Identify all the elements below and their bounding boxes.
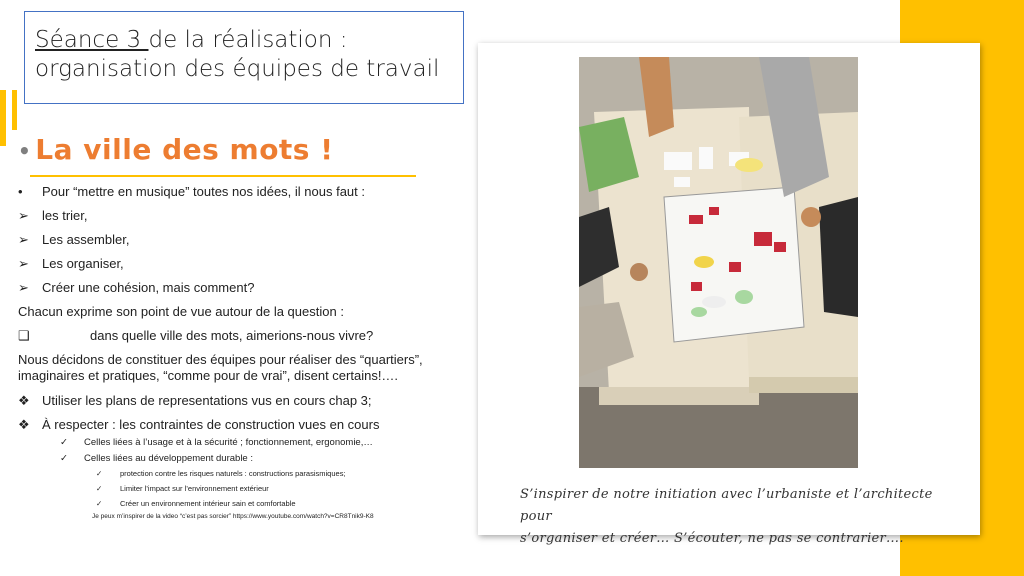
bullet-icon: • bbox=[18, 184, 23, 199]
classroom-photo bbox=[579, 57, 858, 468]
list-item: ➢ Les organiser, bbox=[18, 256, 124, 271]
list-item: ➢ Les assembler, bbox=[18, 232, 130, 247]
slide-content bbox=[18, 184, 478, 524]
paragraph: Nous décidons de constituer des équipes pour réaliser des “quartiers”, imaginaires et pratiques, “comme pour de vrai”, disent certains!…. bbox=[18, 352, 423, 383]
list-item: ✓ Celles liées au développement durable : bbox=[60, 453, 253, 464]
list-item: ✓ Créer un environnement intérieur sain et comfortable bbox=[96, 499, 296, 508]
title-underlined-part: Séance 3 bbox=[35, 27, 149, 53]
list-item: ❖ Utiliser les plans de representations vus en cours chap 3; bbox=[18, 393, 372, 408]
arrow-bullet-icon: ➢ bbox=[18, 232, 29, 247]
list-item: ➢ Créer une cohésion, mais comment? bbox=[18, 280, 255, 295]
slide-title-box bbox=[24, 11, 464, 104]
check-bullet-icon: ✓ bbox=[96, 484, 103, 493]
title-line-1 bbox=[35, 26, 453, 55]
bullet-icon: • bbox=[18, 139, 32, 163]
list-item: ➢ les trier, bbox=[18, 208, 88, 223]
list-item: ✓ Limiter l’impact sur l’environnement extérieur bbox=[96, 484, 269, 493]
list-item: ✓ protection contre les risques naturels : constructions parasismiques; bbox=[96, 469, 346, 478]
checkbox-bullet-icon: ❑ bbox=[18, 328, 30, 343]
photo-caption bbox=[520, 484, 960, 550]
subtitle-text: La ville des mots ! bbox=[35, 133, 334, 166]
decorative-accent-bar bbox=[0, 90, 6, 146]
diamond-bullet-icon: ❖ bbox=[18, 393, 30, 408]
paragraph: Chacun exprime son point de vue autour de la question : bbox=[18, 304, 344, 319]
caption-line-2: s’organiser et créer… S’écouter, ne pas se contrarier…. bbox=[520, 531, 904, 546]
title-rest: de la réalisation : bbox=[148, 27, 348, 53]
check-bullet-icon: ✓ bbox=[96, 469, 103, 478]
decorative-accent-bar-small bbox=[12, 90, 17, 130]
check-bullet-icon: ✓ bbox=[60, 453, 68, 464]
check-bullet-icon: ✓ bbox=[60, 437, 68, 448]
video-reference: Je peux m’inspirer de la video “c’est pas sorcier” https://www.youtube.com/watch?v=CR8Tnik9-K8 bbox=[92, 513, 374, 520]
list-item: ✓ Celles liées à l’usage et à la sécurité ; fonctionnement, ergonomie,… bbox=[60, 437, 373, 448]
classroom-photo-illustration bbox=[579, 57, 858, 468]
arrow-bullet-icon: ➢ bbox=[18, 280, 29, 295]
arrow-bullet-icon: ➢ bbox=[18, 208, 29, 223]
subtitle-underline bbox=[30, 175, 416, 177]
list-item: ❑ dans quelle ville des mots, aimerions-nous vivre? bbox=[18, 328, 374, 343]
arrow-bullet-icon: ➢ bbox=[18, 256, 29, 271]
check-bullet-icon: ✓ bbox=[96, 499, 103, 508]
title-line-2: organisation des équipes de travail bbox=[35, 56, 440, 82]
slide-subtitle bbox=[18, 133, 334, 166]
list-item: ❖ À respecter : les contraintes de construction vues en cours bbox=[18, 417, 380, 432]
list-item: • Pour “mettre en musique” toutes nos idées, il nous faut : bbox=[18, 184, 366, 199]
caption-line-1: S’inspirer de notre initiation avec l’urbaniste et l’architecte pour bbox=[520, 487, 933, 524]
diamond-bullet-icon: ❖ bbox=[18, 417, 30, 432]
